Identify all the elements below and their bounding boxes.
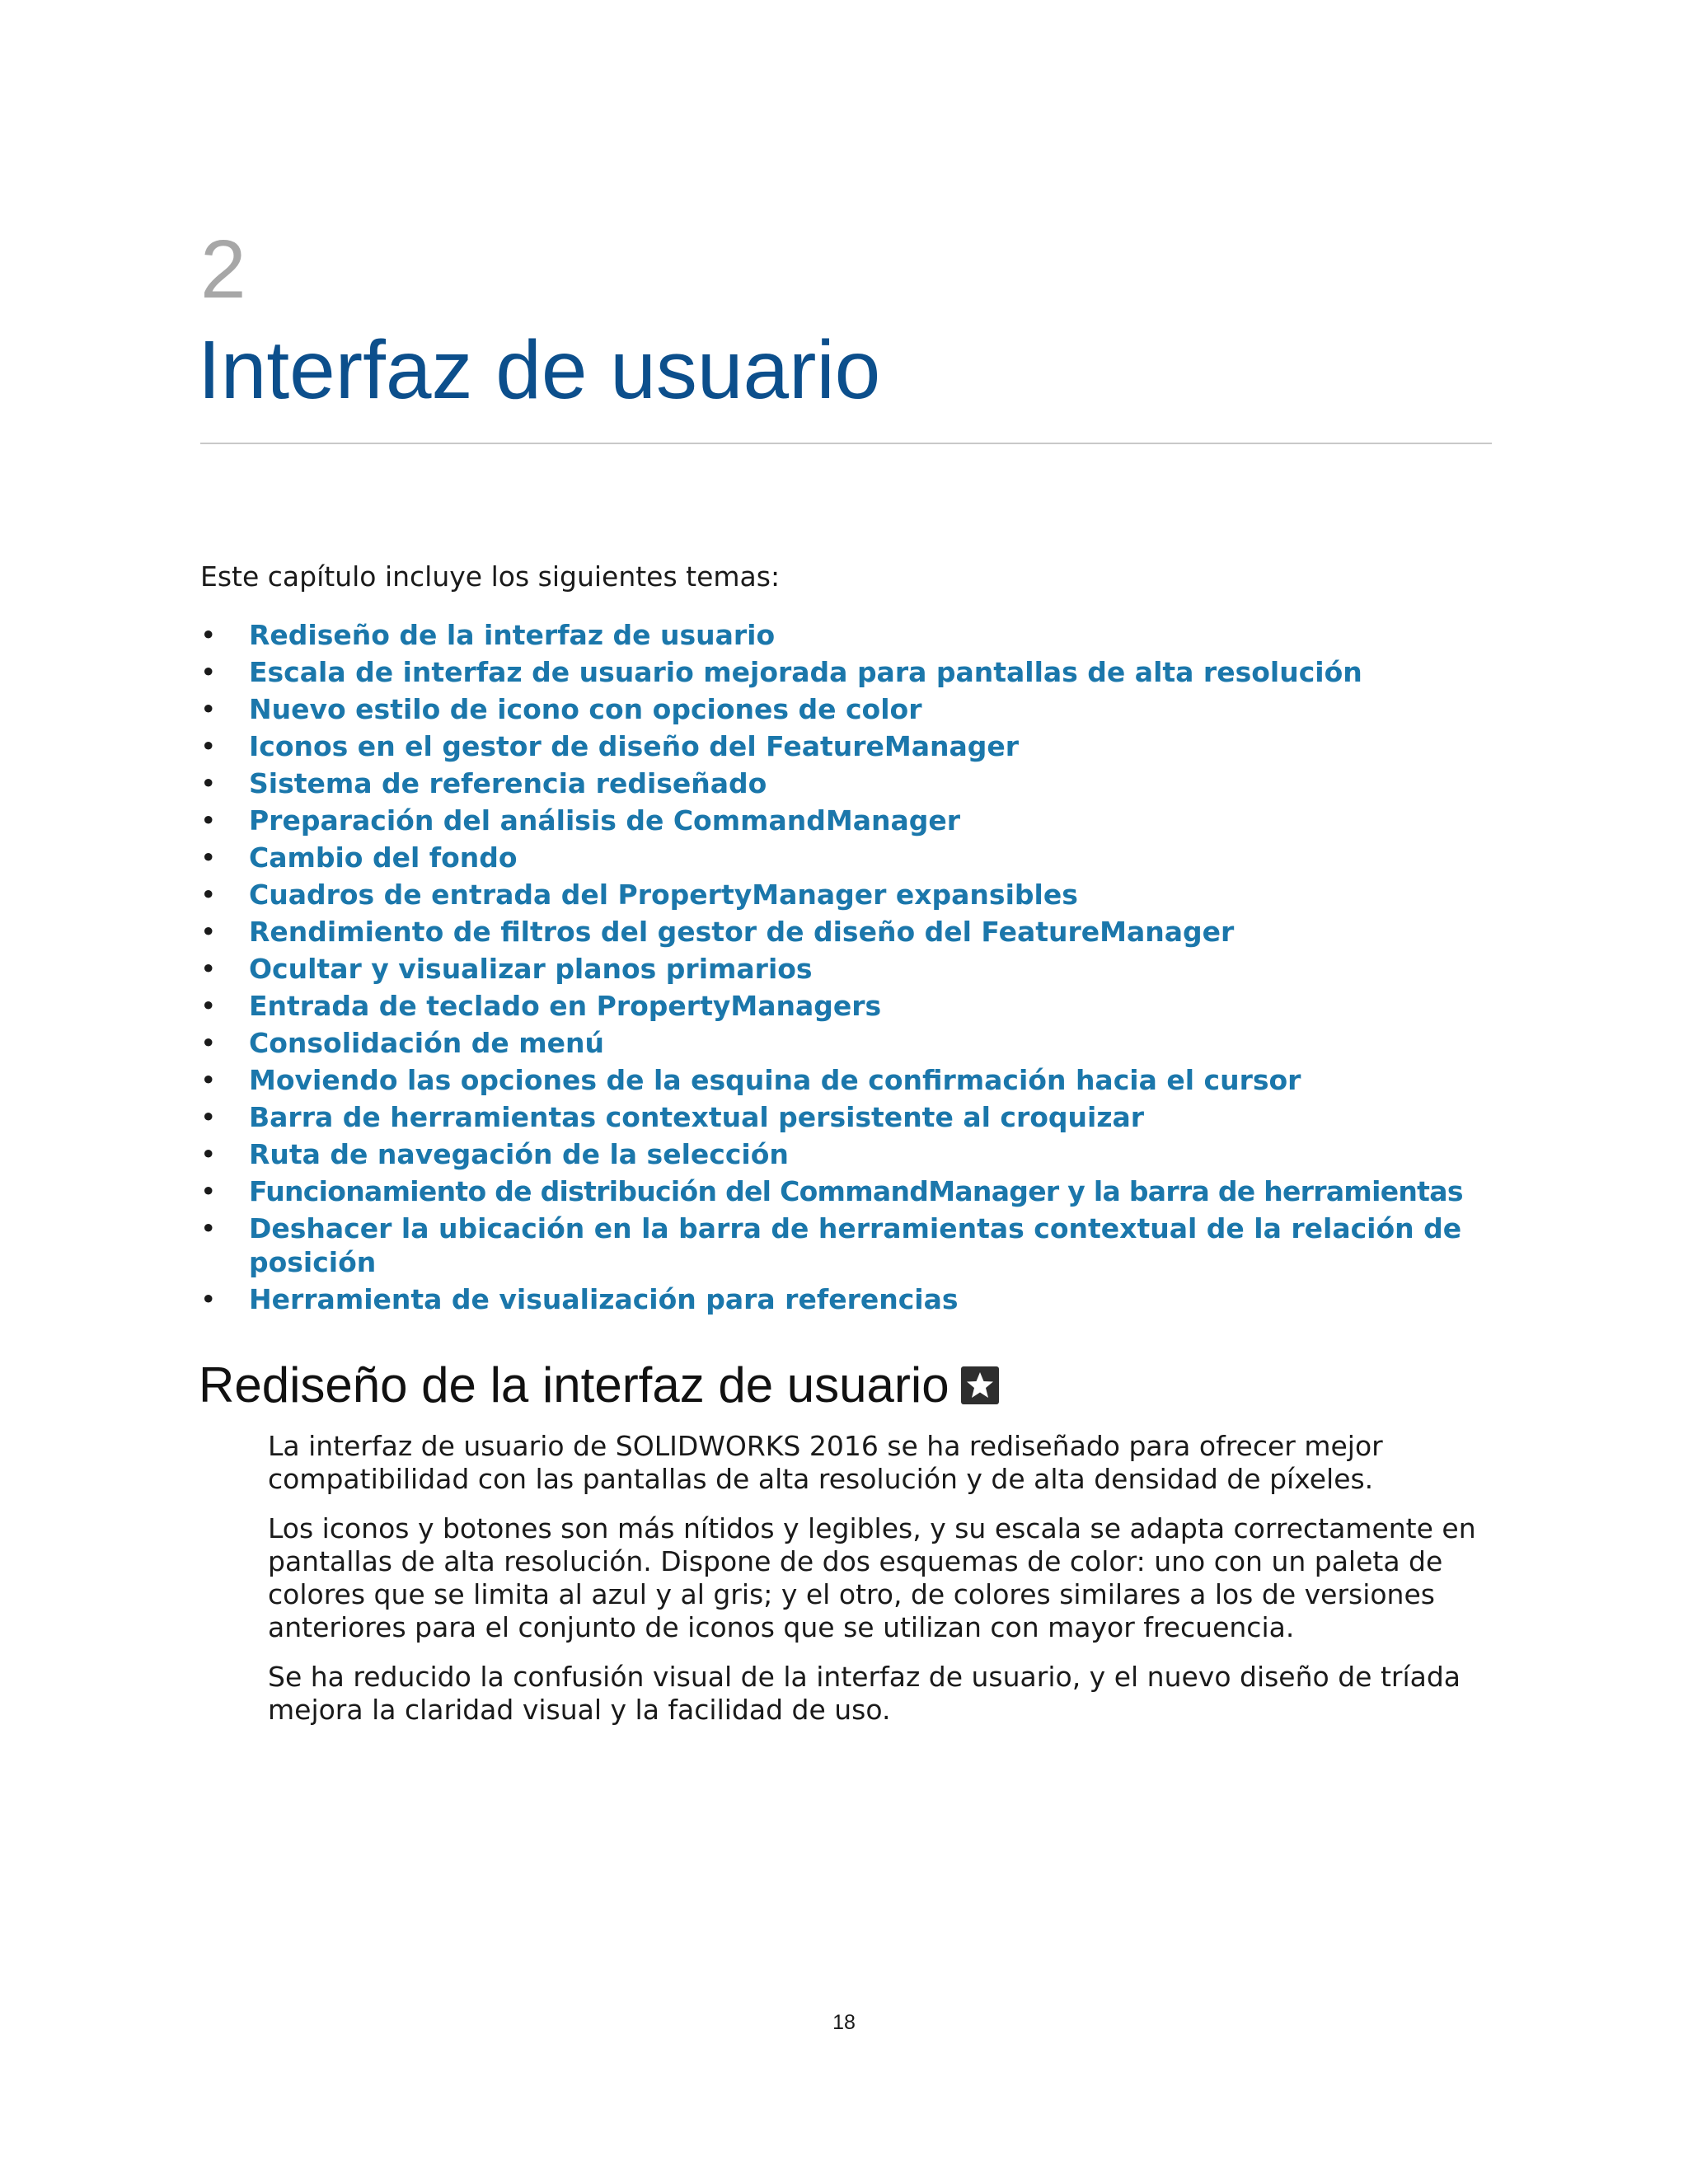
chapter-number: 2 [200, 223, 246, 316]
paragraph: Los iconos y botones son más nítidos y legibles, y su escala se adapta correctamente en pantallas de alta resolución. Dispone de dos esquemas de color: uno con un paleta de colores que se limita al azul y al gris; y el otro, de colores similares a los de versiones anteriores para el conjunto de iconos que se utilizan con mayor frecuencia. [268, 1512, 1476, 1643]
bullet: • [200, 730, 217, 762]
topic-link[interactable]: Cambio del fondo [249, 841, 518, 874]
list-item [200, 804, 1503, 837]
topic-link[interactable]: Cuadros de entrada del PropertyManager expansibles [249, 879, 1078, 911]
list-item [200, 841, 1503, 874]
intro-text: Este capítulo incluye los siguientes temas: [200, 560, 781, 593]
list-item [200, 1137, 1503, 1171]
list-item [200, 1026, 1503, 1060]
bullet: • [200, 916, 217, 948]
topic-link[interactable]: Ocultar y visualizar planos primarios [249, 953, 813, 985]
topic-link[interactable]: Entrada de teclado en PropertyManagers [249, 990, 882, 1022]
section-heading [199, 1356, 999, 1415]
bullet: • [200, 1212, 217, 1244]
bullet: • [200, 990, 217, 1022]
topics-list [200, 618, 1503, 1319]
list-item [200, 989, 1503, 1023]
bullet: • [200, 693, 217, 725]
list-item [200, 1100, 1503, 1134]
topic-link[interactable]: Herramienta de visualización para referencias [249, 1283, 959, 1315]
bullet: • [200, 1175, 217, 1207]
topic-link[interactable]: Iconos en el gestor de diseño del FeatureManager [249, 730, 1020, 762]
chapter-title: Interfaz de usuario [198, 324, 881, 416]
list-item [200, 729, 1503, 763]
topic-link[interactable]: Ruta de navegación de la selección [249, 1138, 789, 1170]
paragraph: Se ha reducido la confusión visual de la interfaz de usuario, y el nuevo diseño de tríada mejora la claridad visual y la facilidad de uso. [268, 1661, 1461, 1726]
list-item [200, 655, 1503, 689]
bullet: • [200, 953, 217, 985]
topic-link[interactable]: Sistema de referencia rediseñado [249, 767, 767, 799]
topic-link[interactable]: Moviendo las opciones de la esquina de confirmación hacia el cursor [249, 1064, 1301, 1096]
page-number: 18 [832, 2011, 856, 2034]
section-title: Rediseño de la interfaz de usuario [199, 1357, 950, 1413]
topic-link[interactable]: Consolidación de menú [249, 1027, 604, 1059]
bullet: • [200, 841, 217, 874]
topic-link[interactable]: Nuevo estilo de icono con opciones de color [249, 693, 922, 725]
paragraph: La interfaz de usuario de SOLIDWORKS 2016 se ha rediseñado para ofrecer mejor compatibilidad con las pantallas de alta resolución y de alta densidad de píxeles. [268, 1430, 1383, 1495]
list-item [200, 915, 1503, 949]
bullet: • [200, 1101, 217, 1133]
list-item [200, 692, 1503, 726]
topic-link[interactable]: Rediseño de la interfaz de usuario [249, 619, 776, 651]
list-item [200, 952, 1503, 986]
bullet: • [200, 656, 217, 688]
topic-link[interactable]: Escala de interfaz de usuario mejorada para pantallas de alta resolución [249, 656, 1362, 688]
list-item [200, 1174, 1503, 1208]
bullet: • [200, 1138, 217, 1170]
list-item [200, 1212, 1503, 1279]
list-item [200, 766, 1503, 800]
list-item [200, 1063, 1503, 1097]
list-item [200, 618, 1503, 652]
bullet: • [200, 1064, 217, 1096]
topic-link[interactable]: Preparación del análisis de CommandManager [249, 804, 961, 837]
star-icon-glyph [965, 1371, 995, 1400]
topic-link[interactable]: Barra de herramientas contextual persistente al croquizar [249, 1101, 1145, 1133]
list-item [200, 878, 1503, 912]
list-item [200, 1282, 1503, 1316]
topic-link[interactable]: Deshacer la ubicación en la barra de herramientas contextual de la relación de posición [249, 1212, 1462, 1278]
bullet: • [200, 1283, 217, 1315]
star-icon [961, 1366, 999, 1404]
bullet: • [200, 879, 217, 911]
bullet: • [200, 619, 217, 651]
bullet: • [200, 1027, 217, 1059]
bullet: • [200, 767, 217, 799]
section-body [268, 1430, 1504, 1743]
topic-link[interactable]: Rendimiento de filtros del gestor de diseño del FeatureManager [249, 916, 1235, 948]
title-divider [200, 443, 1492, 444]
topic-link[interactable]: Funcionamiento de distribución del CommandManager y la barra de herramientas [249, 1175, 1463, 1207]
bullet: • [200, 804, 217, 837]
